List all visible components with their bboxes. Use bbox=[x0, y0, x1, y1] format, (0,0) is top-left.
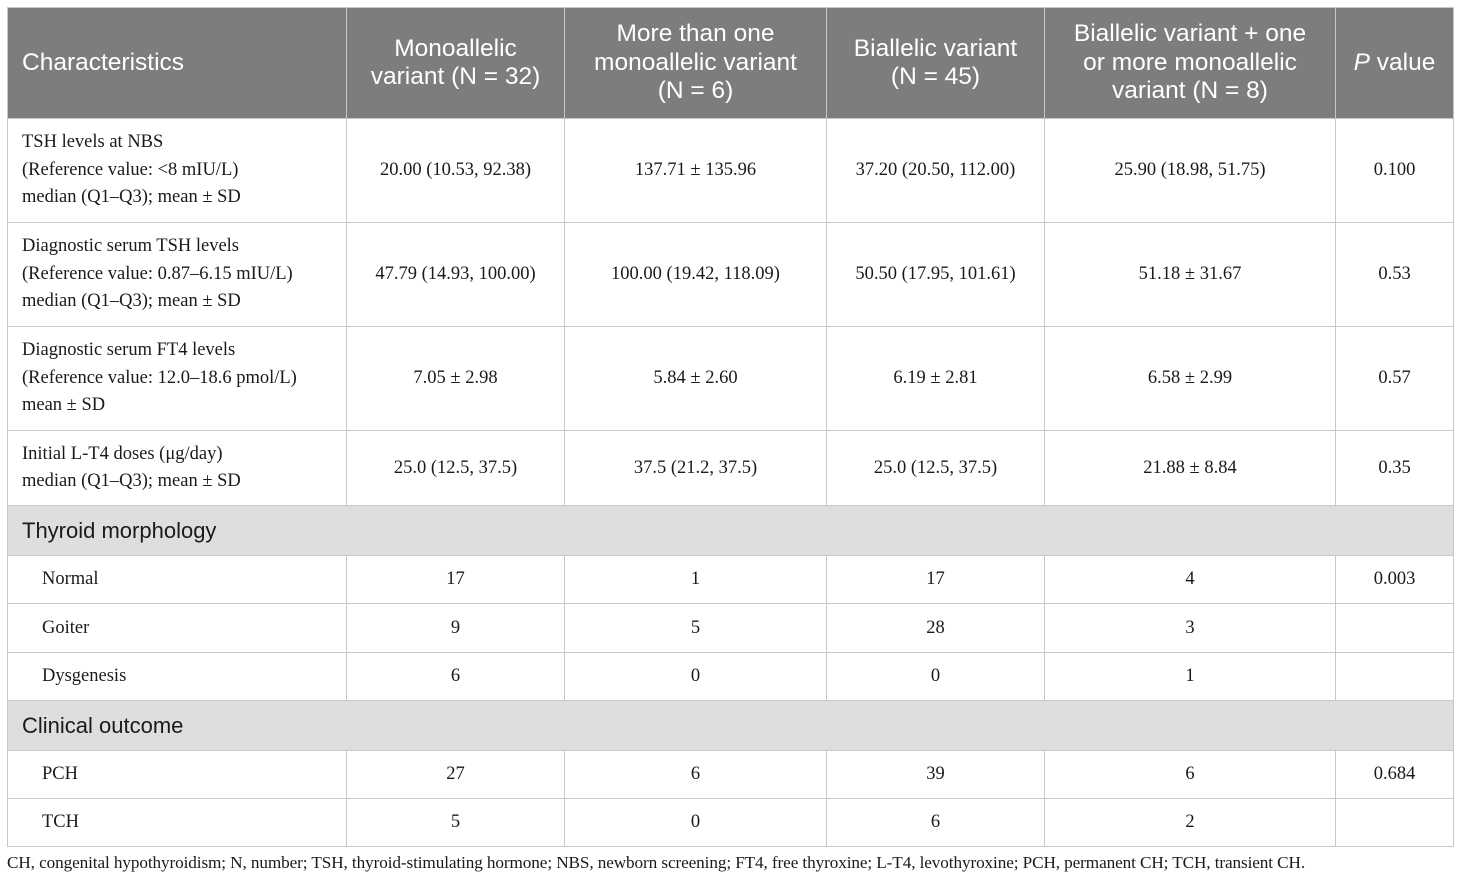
header-monoallelic: Monoallelic variant (N = 32) bbox=[347, 8, 565, 119]
table-cell: 25.0 (12.5, 37.5) bbox=[347, 431, 565, 506]
row-label: TCH bbox=[8, 799, 347, 847]
table-cell: 17 bbox=[827, 556, 1045, 604]
table-cell: 47.79 (14.93, 100.00) bbox=[347, 223, 565, 327]
row-label: Goiter bbox=[8, 604, 347, 653]
section-row-thyroid-morphology bbox=[8, 506, 1454, 556]
table-footnote: CH, congenital hypothyroidism; N, number; TSH, thyroid-stimulating hormone; NBS, newborn screening; FT4, free thyroxine; L-T4, levothyroxine; PCH, permanent CH; TCH, transient CH. bbox=[7, 853, 1306, 872]
row-label: Dysgenesis bbox=[8, 653, 347, 701]
table-cell: 5 bbox=[347, 799, 565, 847]
table-row bbox=[8, 327, 1454, 431]
table-row bbox=[8, 751, 1454, 799]
header-characteristics: Characteristics bbox=[8, 8, 347, 119]
table-cell: 7.05 ± 2.98 bbox=[347, 327, 565, 431]
table-cell: 5 bbox=[565, 604, 827, 653]
table-cell bbox=[1336, 653, 1454, 701]
header-biallelic-plus-monoallelic: Biallelic variant + one or more monoallelic variant (N = 8) bbox=[1045, 8, 1336, 119]
table-row bbox=[8, 556, 1454, 604]
table-cell: 6 bbox=[827, 799, 1045, 847]
table-row bbox=[8, 604, 1454, 653]
table-cell: 50.50 (17.95, 101.61) bbox=[827, 223, 1045, 327]
table-cell: 1 bbox=[1045, 653, 1336, 701]
section-title: Clinical outcome bbox=[8, 701, 1454, 751]
table-cell: 4 bbox=[1045, 556, 1336, 604]
table-cell: 1 bbox=[565, 556, 827, 604]
table-cell: 0.100 bbox=[1336, 119, 1454, 223]
table-row bbox=[8, 119, 1454, 223]
table-cell: 0.57 bbox=[1336, 327, 1454, 431]
table-cell: 37.5 (21.2, 37.5) bbox=[565, 431, 827, 506]
header-biallelic: Biallelic variant (N = 45) bbox=[827, 8, 1045, 119]
table-cell: 17 bbox=[347, 556, 565, 604]
table-cell: 100.00 (19.42, 118.09) bbox=[565, 223, 827, 327]
table-cell: 5.84 ± 2.60 bbox=[565, 327, 827, 431]
table-cell: 0.53 bbox=[1336, 223, 1454, 327]
table-row bbox=[8, 223, 1454, 327]
header-p-value: P value bbox=[1336, 8, 1454, 119]
table-row bbox=[8, 431, 1454, 506]
row-label: TSH levels at NBS (Reference value: <8 mIU/L) median (Q1–Q3); mean ± SD bbox=[8, 119, 347, 223]
row-label: Diagnostic serum FT4 levels (Reference value: 12.0–18.6 pmol/L) mean ± SD bbox=[8, 327, 347, 431]
table-cell: 20.00 (10.53, 92.38) bbox=[347, 119, 565, 223]
table-cell: 27 bbox=[347, 751, 565, 799]
table-cell: 9 bbox=[347, 604, 565, 653]
header-multi-monoallelic: More than one monoallelic variant (N = 6) bbox=[565, 8, 827, 119]
table-cell: 0 bbox=[565, 653, 827, 701]
table-cell: 3 bbox=[1045, 604, 1336, 653]
header-row bbox=[8, 8, 1454, 119]
table-cell: 28 bbox=[827, 604, 1045, 653]
table-cell: 0 bbox=[827, 653, 1045, 701]
table-cell: 25.0 (12.5, 37.5) bbox=[827, 431, 1045, 506]
row-label: Diagnostic serum TSH levels (Reference value: 0.87–6.15 mIU/L) median (Q1–Q3); mean ± SD bbox=[8, 223, 347, 327]
table-cell: 21.88 ± 8.84 bbox=[1045, 431, 1336, 506]
table-cell: 0.35 bbox=[1336, 431, 1454, 506]
row-label: Initial L-T4 doses (μg/day) median (Q1–Q3); mean ± SD bbox=[8, 431, 347, 506]
table-cell: 37.20 (20.50, 112.00) bbox=[827, 119, 1045, 223]
section-row-clinical-outcome bbox=[8, 701, 1454, 751]
table-cell: 0.003 bbox=[1336, 556, 1454, 604]
characteristics-table bbox=[7, 7, 1454, 847]
table-cell: 6.58 ± 2.99 bbox=[1045, 327, 1336, 431]
row-label: PCH bbox=[8, 751, 347, 799]
table-cell: 2 bbox=[1045, 799, 1336, 847]
table-row bbox=[8, 653, 1454, 701]
table-cell bbox=[1336, 799, 1454, 847]
table-cell: 6.19 ± 2.81 bbox=[827, 327, 1045, 431]
table-cell: 51.18 ± 31.67 bbox=[1045, 223, 1336, 327]
row-label: Normal bbox=[8, 556, 347, 604]
table-cell: 0.684 bbox=[1336, 751, 1454, 799]
table-cell bbox=[1336, 604, 1454, 653]
table-cell: 137.71 ± 135.96 bbox=[565, 119, 827, 223]
table-cell: 0 bbox=[565, 799, 827, 847]
table-cell: 6 bbox=[1045, 751, 1336, 799]
table-row bbox=[8, 799, 1454, 847]
table-cell: 6 bbox=[347, 653, 565, 701]
table-cell: 6 bbox=[565, 751, 827, 799]
section-title: Thyroid morphology bbox=[8, 506, 1454, 556]
table-cell: 25.90 (18.98, 51.75) bbox=[1045, 119, 1336, 223]
table-cell: 39 bbox=[827, 751, 1045, 799]
